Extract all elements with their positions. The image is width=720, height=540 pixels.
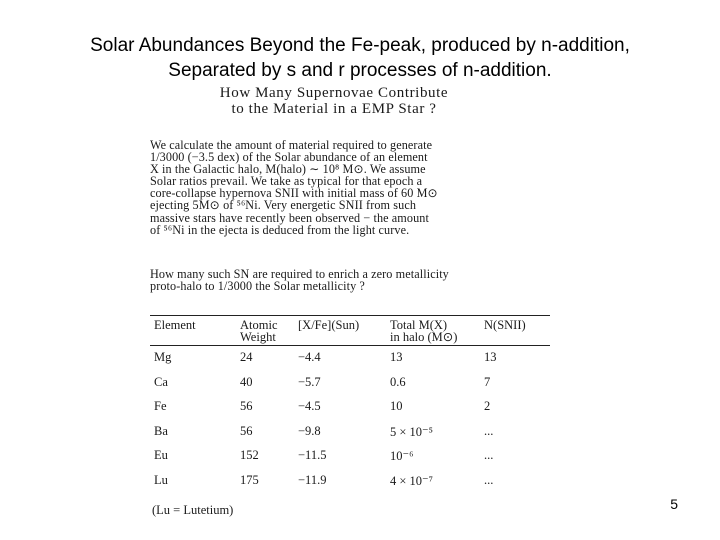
header-n-snii: N(SNII) [484, 318, 526, 332]
slide-title [0, 33, 720, 83]
table-row [150, 375, 550, 400]
cell-x-fe: −11.9 [298, 472, 327, 487]
cell-element: Ba [154, 423, 168, 438]
cell-atomic-weight: 56 [240, 399, 253, 413]
page-number: 5 [670, 496, 678, 512]
paragraph-line: of ⁵⁶Ni in the ejecta is deduced from the light curve. [150, 222, 410, 237]
scan-heading [112, 85, 556, 117]
scan-paragraph [150, 139, 438, 236]
scan-question [150, 268, 449, 292]
table-row [150, 448, 550, 473]
cell-atomic-weight: 175 [240, 472, 259, 487]
cell-element: Eu [154, 448, 168, 462]
cell-total-mass: 4 × 10⁻⁷ [390, 473, 434, 488]
paragraph-line: ejecting 5M⊙ of ⁵⁶Ni. Very energetic SNII from such [150, 198, 417, 213]
question-line: How many such SN are required to enrich a zero metallicity [150, 267, 449, 281]
cell-atomic-weight: 152 [240, 448, 259, 462]
cell-n-snii: 13 [484, 350, 497, 364]
cell-x-fe: −11.5 [298, 448, 327, 462]
cell-total-mass: 10 [390, 399, 403, 413]
cell-total-mass: 10⁻⁶ [390, 449, 414, 463]
paragraph-line: Solar ratios prevail. We take as typical for that epoch a [150, 174, 423, 189]
paragraph-line: We calculate the amount of material required to generate [150, 138, 433, 152]
cell-n-snii: 2 [484, 399, 491, 413]
header-atomic-weight: Atomic Weight [240, 318, 278, 344]
cell-n-snii: ... [484, 423, 494, 438]
table-row [150, 350, 550, 375]
cell-element: Mg [154, 350, 172, 364]
cell-x-fe: −4.4 [298, 350, 321, 364]
cell-atomic-weight: 24 [240, 350, 253, 364]
scanned-page [142, 82, 556, 518]
cell-n-snii: 7 [484, 374, 491, 389]
abundance-table [150, 319, 550, 497]
slide-title-line-1: Solar Abundances Beyond the Fe-peak, produced by n-addition, [90, 35, 630, 56]
cell-atomic-weight: 40 [240, 374, 253, 389]
paragraph-line: massive stars have recently been observed − the amount [150, 210, 429, 225]
paragraph-line: 1/3000 (−3.5 dex) of the Solar abundance of an element [150, 150, 428, 165]
cell-x-fe: −9.8 [298, 423, 321, 438]
paragraph-line: core-collapse hypernova SNII with initial mass of 60 M⊙ [150, 186, 438, 201]
header-x-fe-sun: [X/Fe](Sun) [298, 318, 360, 332]
cell-element: Fe [154, 399, 167, 413]
cell-n-snii: ... [484, 448, 494, 462]
cell-atomic-weight: 56 [240, 423, 253, 438]
scan-heading-line-2: to the Material in a EMP Star ? [231, 101, 437, 117]
scan-heading-line-1: How Many Supernovae Contribute [219, 85, 449, 101]
footnote: (Lu = Lutetium) [152, 503, 234, 517]
slide-title-line-2: Separated by s and r processes of n-addition. [168, 60, 552, 81]
table-row [150, 399, 550, 424]
cell-total-mass: 5 × 10⁻⁵ [390, 424, 434, 439]
cell-element: Ca [154, 374, 168, 389]
table-row [150, 473, 550, 498]
table-top-rule [150, 315, 550, 316]
table-row [150, 424, 550, 449]
cell-element: Lu [154, 472, 168, 487]
cell-total-mass: 13 [390, 350, 403, 364]
cell-x-fe: −5.7 [298, 374, 321, 389]
cell-x-fe: −4.5 [298, 399, 321, 413]
cell-n-snii: ... [484, 472, 494, 487]
question-line: proto-halo to 1/3000 the Solar metallicity ? [150, 279, 365, 294]
header-element: Element [154, 318, 196, 332]
cell-total-mass: 0.6 [390, 374, 406, 389]
paragraph-line: X in the Galactic halo, M(halo) ∼ 10⁸ M⊙. We assume [150, 162, 426, 177]
table-header [150, 319, 550, 345]
header-total-mass: Total M(X) in halo (M⊙) [390, 318, 458, 344]
